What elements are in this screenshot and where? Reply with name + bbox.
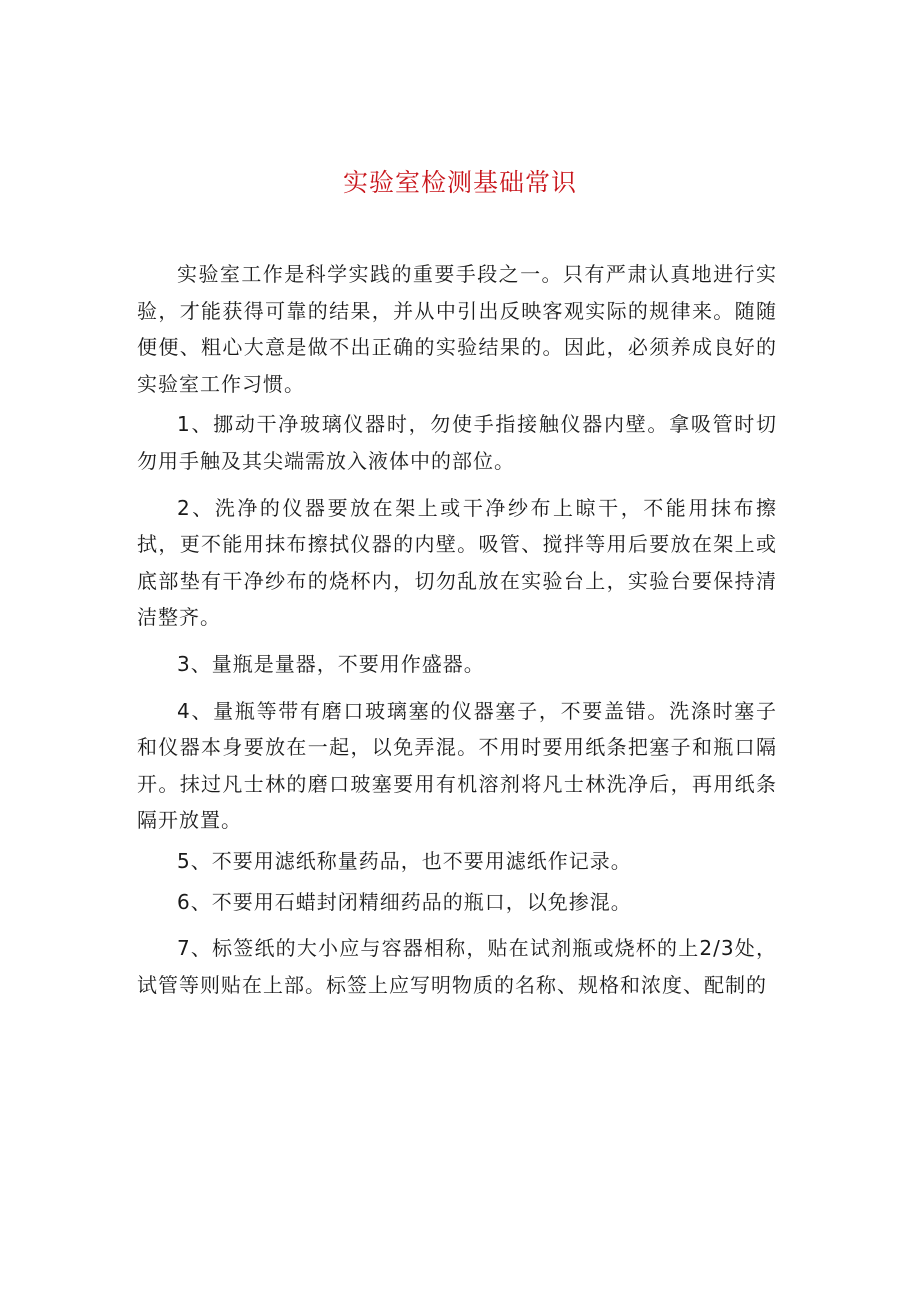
rule-paragraph-1: 1、挪动干净玻璃仪器时，勿使手指接触仪器内壁。拿吸管时切勿用手触及其尖端需放入液体中的部位。 — [137, 412, 777, 473]
document-body — [137, 256, 777, 1003]
rule-paragraph-6: 6、不要用石蜡封闭精细药品的瓶口，以免掺混。 — [177, 889, 632, 914]
document-title: 实验室检测基础常识 — [342, 168, 577, 197]
rule-paragraph-2: 2、洗净的仪器要放在架上或干净纱布上晾干，不能用抹布擦拭，更不能用抹布擦拭仪器的内壁。吸管、搅拌等用后要放在架上或底部垫有干净纱布的烧杯内，切勿乱放在实验台上，实验台要保持清洁整齐。 — [137, 495, 777, 630]
intro-paragraph: 实验室工作是科学实践的重要手段之一。只有严肃认真地进行实验，才能获得可靠的结果，并从中引出反映客观实际的规律来。随随便便、粗心大意是做不出正确的实验结果的。因此，必须养成良好的实验室工作习惯。 — [137, 262, 777, 396]
rule-paragraph-5: 5、不要用滤纸称量药品，也不要用滤纸作记录。 — [177, 848, 632, 873]
rule-paragraph-4: 4、量瓶等带有磨口玻璃塞的仪器塞子，不要盖错。洗涤时塞子和仪器本身要放在一起，以免弄混。不用时要用纸条把塞子和瓶口隔开。抹过凡士林的磨口玻塞要用有机溶剂将凡士林洗净后，再用纸条隔开放置。 — [137, 698, 777, 833]
rule-paragraph-3: 3、量瓶是量器，不要用作盛器。 — [177, 651, 485, 676]
rule-paragraph-7: 7、标签纸的大小应与容器相称，贴在试剂瓶或烧杯的上2/3处，试管等则贴在上部。标签上应写明物质的名称、规格和浓度、配制的 — [137, 936, 777, 997]
